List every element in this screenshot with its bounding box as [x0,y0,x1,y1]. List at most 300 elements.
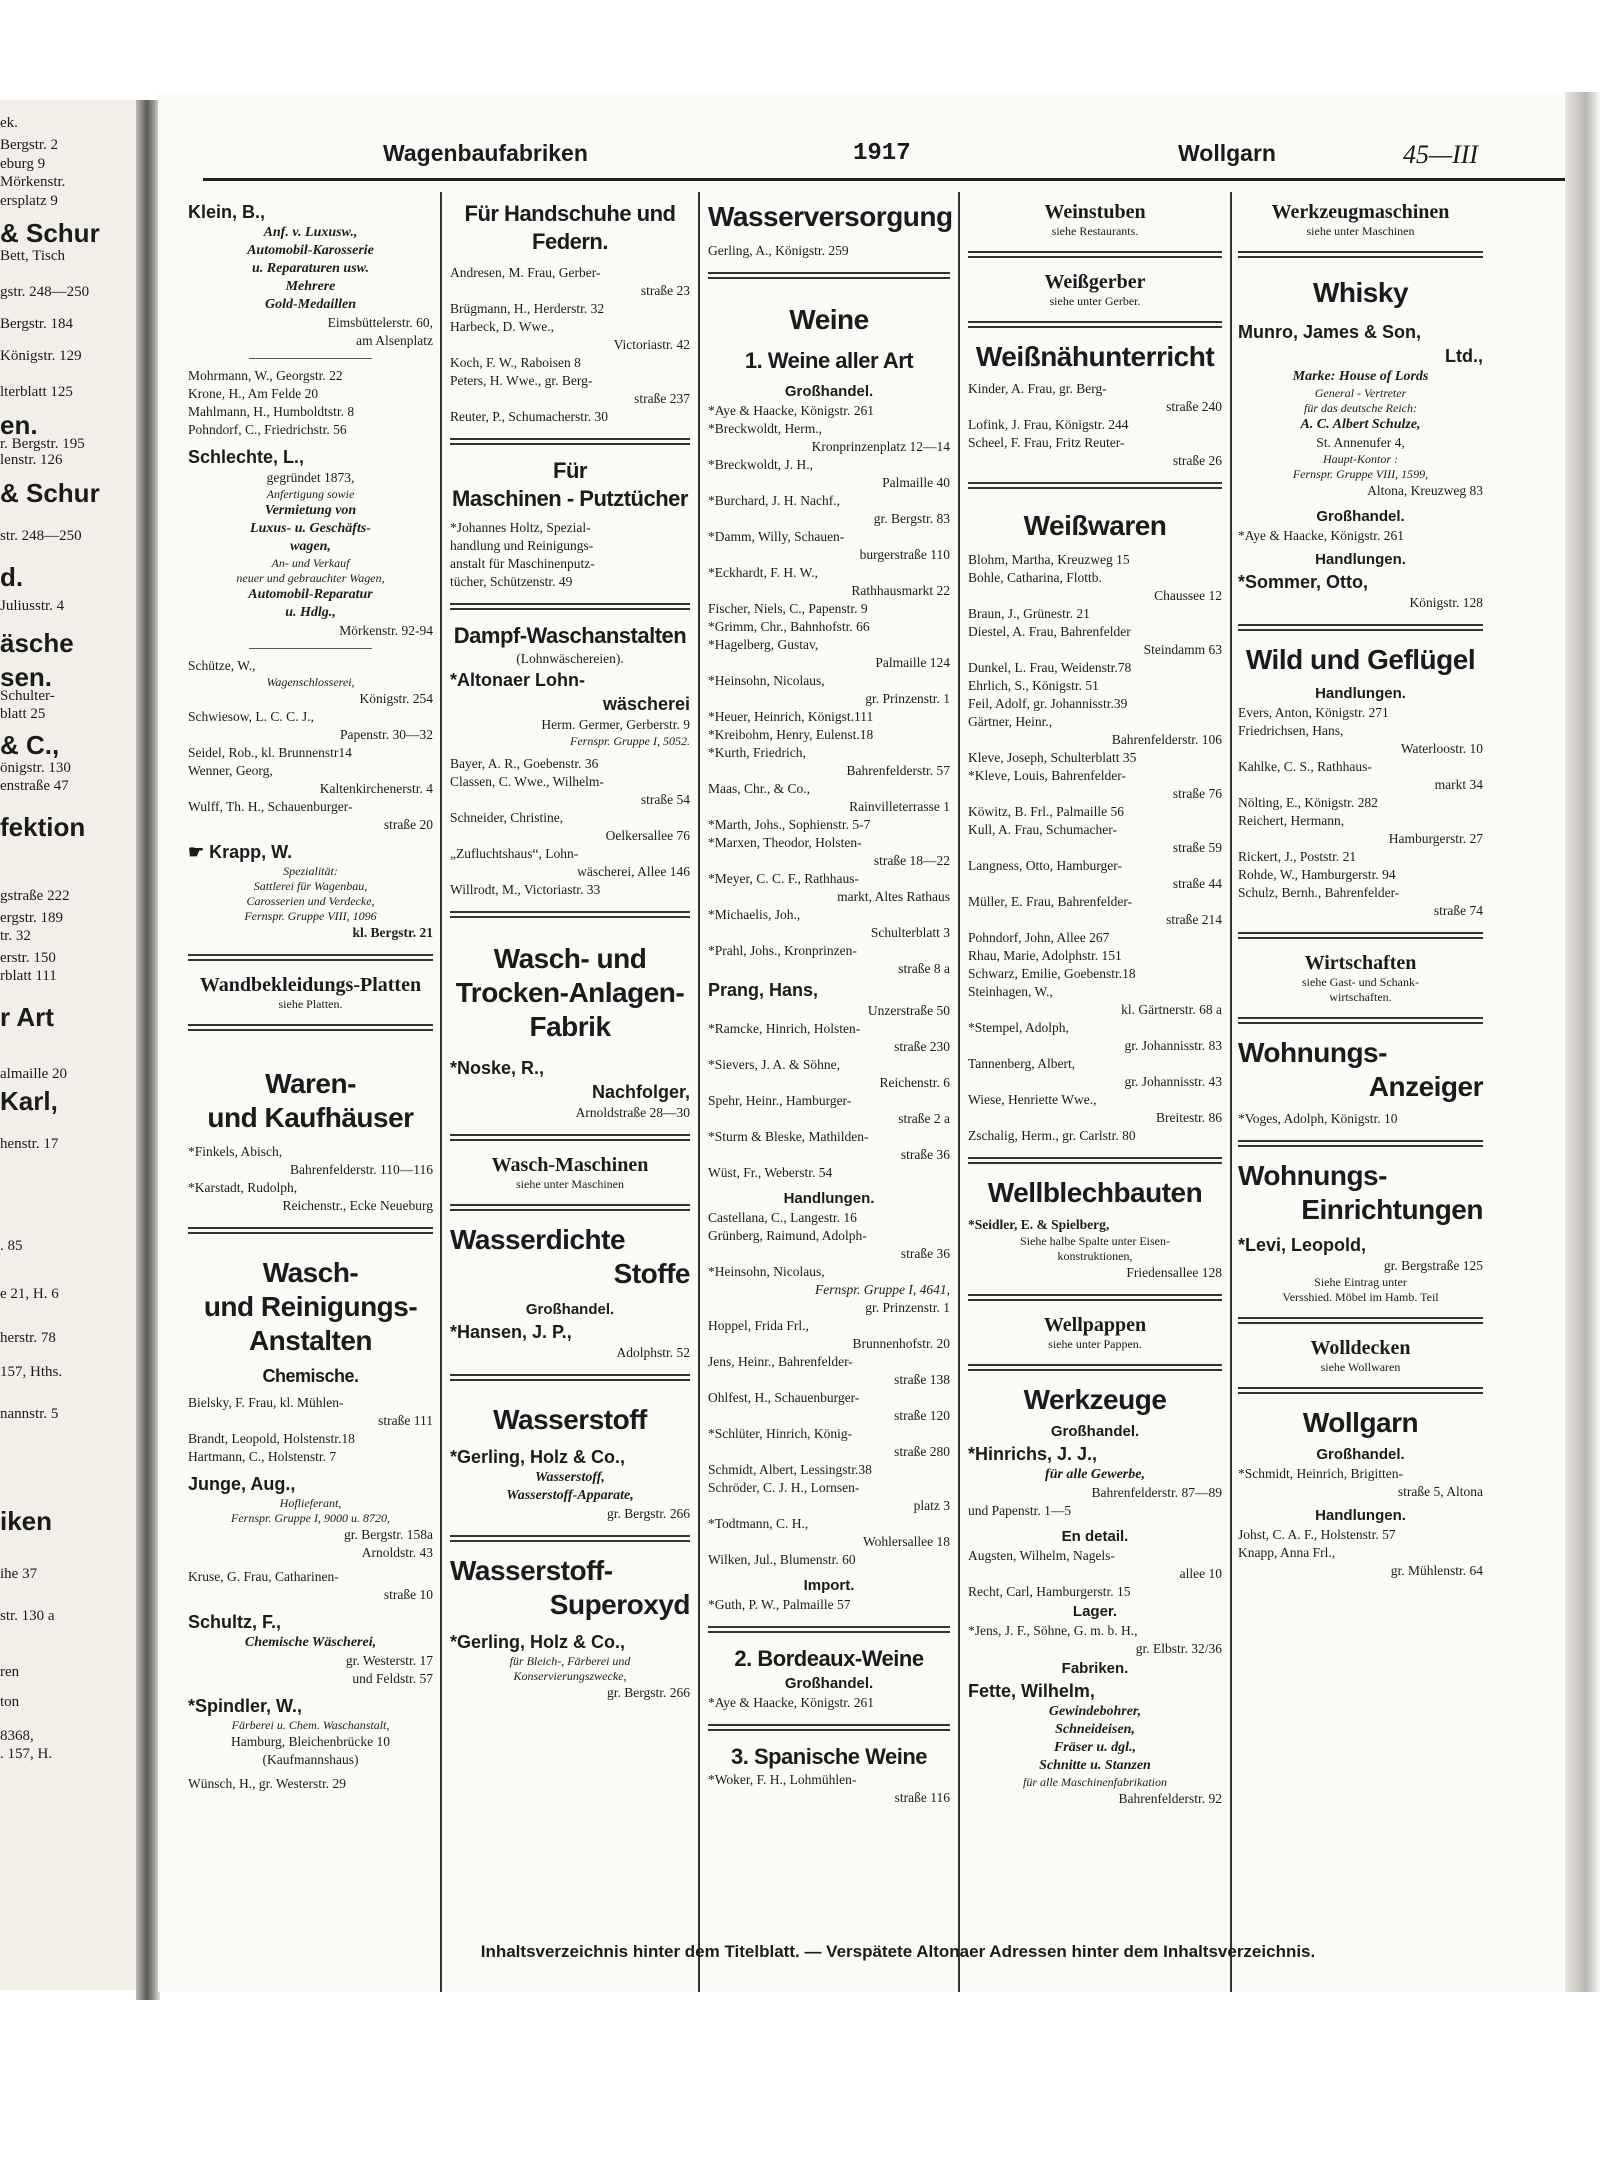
section-heading: Weißnähunterricht [975,341,1215,372]
entry-line: Mahlmann, H., Humboldtstr. 8 [188,404,355,419]
previous-page-text: en. [0,410,38,440]
entry-line: Reuter, P., Schumacherstr. 30 [450,409,609,424]
list-item: markt, Altes Rathaus [837,889,950,904]
list-item: straße 2 a [898,1111,950,1126]
entry-line: für das deutsche Reich: [1304,401,1417,415]
list-item: *Michaelis, Joh., [708,907,801,922]
entry-line: Bahrenfelderstr. 92 [1118,1791,1222,1806]
previous-page-text: Schulter- [0,688,55,704]
previous-page-text: str. 248—250 [0,528,82,544]
entry-line: Fernspr. Gruppe VIII, 1599, [1292,467,1429,481]
section-heading: Wandbekleidungs-Platten [199,974,422,996]
previous-page-text: e 21, H. 6 [0,1286,59,1302]
category-label: Großhandel. [1316,508,1405,525]
section-rule [450,1134,690,1141]
category-label: Handlungen. [1315,551,1406,568]
list-item: *Prahl, Johs., Kronprinzen- [708,943,857,958]
section-heading: Einrichtungen [1301,1194,1483,1225]
entry-line: Arnoldstraße 28—30 [575,1105,690,1120]
entry-line: *Karstadt, Rudolph, [188,1180,298,1195]
previous-page-text: fektion [0,812,86,842]
list-item: Palmaille 124 [875,655,950,670]
entry-line: *Finkels, Abisch, [188,1144,283,1159]
list-item: Recht, Carl, Hamburgerstr. 15 [968,1584,1131,1599]
previous-page-text: Bergstr. 184 [0,316,74,332]
list-item: *Ramcke, Hinrich, Holsten- [708,1021,861,1036]
entry-line: Siehe halbe Spalte unter Eisen- [1020,1234,1170,1248]
entry-line: Herm. Germer, Gerberstr. 9 [541,717,690,732]
column-5 [1238,200,1483,1580]
entry-line: Chemische Wäscherei, [244,1635,377,1650]
category-label: Großhandel. [1050,1423,1140,1440]
entry-line: straße 20 [383,817,433,832]
page-edge [1565,92,1600,1992]
list-item: *Damm, Willy, Schauen- [708,529,845,544]
list-item: Diestel, A. Frau, Bahrenfelder [968,624,1131,639]
entry-line: Kaltenkirchenerstr. 4 [319,781,433,796]
section-heading: Wasch- [262,1257,359,1288]
section-rule [708,1626,950,1633]
section-rule [450,1535,690,1542]
entry-krapp [188,840,433,942]
entry-line: kl. Bergstr. 21 [352,925,433,940]
entry-line: handlung und Reinigungs- [450,538,594,553]
entry-name: *Levi, Leopold, [1238,1235,1367,1255]
list-item: *Kleve, Louis, Bahrenfelder- [968,768,1126,783]
entry-line: Johst, C. A. F., Holstenstr. 57 [1238,1527,1396,1542]
section-rule [1238,251,1483,258]
entry-gerling-holz [450,1445,690,1523]
list-item: Wilken, Jul., Blumenstr. 60 [708,1552,856,1567]
entry-line: Willrodt, M., Victoriastr. 33 [450,882,601,897]
list-item: Ehrlich, S., Königstr. 51 [968,678,1099,693]
entry-line: gr. Bergstr. 158a [344,1527,433,1542]
entry-line: Wagenschlosserei, [266,675,355,689]
entry-line: u. Reparaturen usw. [252,261,369,276]
previous-page-text: Bergstr. 2 [0,137,59,153]
previous-page-text: ihe 37 [0,1566,38,1582]
previous-page-text: 8368, [0,1728,34,1744]
category-label: Großhandel. [784,383,874,400]
list-item: Waterloostr. 10 [1400,741,1483,756]
entry-name: wäscherei [602,694,690,714]
list-item: Langness, Otto, Hamburger- [968,858,1122,873]
list-item: Bohle, Catharina, Flottb. [968,570,1102,585]
entry-klein [188,200,433,350]
section-heading: Maschinen - Putztücher [452,486,688,511]
section-heading: Federn. [532,229,608,254]
entry-line: für alle Maschinenfabrikation [1023,1775,1167,1789]
list-item: *Heinsohn, Nicolaus, [708,1264,825,1279]
list-item: *Sievers, J. A. & Söhne, [708,1057,841,1072]
category-label: Fabriken. [1061,1660,1129,1677]
list-item: straße 76 [1172,786,1222,801]
entry-line: Schütze, W., [188,658,256,673]
previous-page-text: tr. 32 [0,928,31,944]
entry-list [708,1002,950,1182]
previous-page-text: & C., [0,730,60,760]
entry-line: Schnitte u. Stanzen [1039,1758,1151,1773]
entry-line: Schwiesow, L. C. C. J., [188,709,314,724]
entry-line: Adolphstr. 52 [616,1345,690,1360]
entry-name: *Gerling, Holz & Co., [450,1632,626,1652]
previous-page-text: ren [0,1664,20,1680]
entry-line: Königstr. 254 [359,691,433,706]
list-item: Evers, Anton, Königstr. 271 [1238,705,1389,720]
entry-group [188,657,433,834]
list-item: Müller, E. Frau, Bahrenfelder- [968,894,1133,909]
previous-page-text: henstr. 17 [0,1136,59,1152]
list-item: Reichenstr. 6 [879,1075,950,1090]
page-footer: Inhaltsverzeichnis hinter dem Titelblatt. — Verspätete Altonaer Adressen hinter dem Inhaltsverzeichnis. [480,1942,1316,1961]
previous-page-text: ergstr. 189 [0,910,64,926]
section-rule [1238,1317,1483,1324]
column-4 [968,200,1222,1814]
list-item: *Marxen, Theodor, Holsten- [708,835,862,850]
list-item: straße 230 [894,1039,950,1054]
previous-page-text: enstraße 47 [0,778,69,794]
section-rule [1238,1140,1483,1147]
list-item: straße 59 [1172,840,1222,855]
list-item: straße 44 [1172,876,1222,891]
list-item: *Heuer, Heinrich, Königst.111 [708,709,874,724]
entry-line: straße 54 [640,792,690,807]
list-item: Blohm, Martha, Kreuzweg 15 [968,552,1130,567]
entry-line: (Kaufmannshaus) [262,1752,359,1767]
list-item: gr. Bergstr. 83 [873,511,950,526]
entry-line: tücher, Schützenstr. 49 [450,574,573,589]
list-item: Schmidt, Albert, Lessingstr.38 [708,1462,872,1477]
list-item: Steinhagen, W., [968,984,1053,999]
list-item: Augsten, Wilhelm, Nagels- [968,1548,1115,1563]
entry-name: *Sommer, Otto, [1238,572,1369,592]
entry-line: *Guth, P. W., Palmaille 57 [708,1597,851,1612]
entry-line: wagen, [290,539,331,554]
section-note: siehe unter Maschinen [1306,224,1415,238]
previous-page-text: Karl, [0,1086,58,1116]
list-item: *Kreibohm, Henry, Eulenst.18 [708,727,874,742]
entry-line: straße 237 [634,391,690,406]
entry-hinrichs [968,1442,1222,1520]
entry-levi [1238,1233,1483,1305]
previous-page-text: blatt 25 [0,706,46,722]
list-item: gr. Prinzenstr. 1 [865,1300,950,1315]
entry-line: *Schmidt, Heinrich, Brigitten- [1238,1466,1403,1481]
entry-line: und Feldstr. 57 [352,1671,433,1686]
list-item: *Heinsohn, Nicolaus, [708,673,825,688]
entry-line: Siehe Eintrag unter [1314,1275,1407,1289]
list-item: Unzerstraße 50 [867,1003,950,1018]
entry-line: u. Hdlg., [285,605,336,620]
list-item: Brunnenhofstr. 20 [852,1336,950,1351]
pointing-hand-icon: ☛ [188,842,210,862]
entry-list [708,402,950,978]
entry-name: Nachfolger, [591,1082,690,1102]
list-item: Jens, Heinr., Bahrenfelder- [708,1354,853,1369]
entry-line: Gold-Medaillen [265,297,356,312]
entry-line: Versshied. Möbel im Hamb. Teil [1282,1290,1439,1304]
entry-group [188,1143,433,1215]
entry-name: *Altonaer Lohn- [450,670,585,690]
category-label: Großhandel. [525,1301,615,1318]
entry-line: Kruse, G. Frau, Catharinen- [188,1569,339,1584]
list-item: Hoppel, Frida Frl., [708,1318,809,1333]
entry-line: Luxus- u. Geschäfts- [250,521,371,536]
entry-line: konstruktionen, [1057,1249,1133,1263]
entry-line: Mehrere [285,279,336,294]
section-heading: Wellblechbauten [987,1177,1203,1208]
entry-line: Bahrenfelderstr. 87—89 [1091,1485,1222,1500]
entry-line: Automobil-Reparatur [248,587,373,602]
directory-page [158,92,1588,1992]
section-heading: Weine [789,304,869,335]
entry-line: Hamburg, Bleichenbrücke 10 [230,1734,391,1749]
section-note: siehe Wollwaren [1320,1360,1401,1374]
entry-line: Mohrmann, W., Georgstr. 22 [188,368,343,383]
entry-line: Wenner, Georg, [188,763,273,778]
list-item: straße 8 a [898,961,950,976]
section-heading: Trocken-Anlagen- [455,977,685,1008]
section-heading: Wasserversorgung [708,201,953,232]
entry-line: Hoflieferant, [279,1496,342,1510]
entry-line: Koch, F. W., Raboisen 8 [450,355,581,370]
entry-line: Vermietung von [264,503,357,518]
previous-page-text: & Schur [0,478,100,508]
entry-line: Victoriastr. 42 [613,337,690,352]
section-rule [1238,624,1483,631]
section-rule [1238,932,1483,939]
section-rule [1238,1017,1483,1024]
entry-schlechte [188,445,433,640]
list-item: *Marth, Johs., Sophienstr. 5-7 [708,817,871,832]
subsection-heading: Chemische. [262,1366,359,1386]
list-item: Fernspr. Gruppe I, 4641, [815,1282,950,1297]
previous-page-text: herstr. 78 [0,1330,56,1346]
entry-line: straße 111 [378,1413,433,1428]
entry-name: Klein, B., [188,202,266,222]
list-item: Schröder, C. J. H., Lornsen- [708,1480,860,1495]
entry-list [708,1209,950,1569]
entry-line: wäscherei, Allee 146 [577,864,690,879]
section-heading: und Reinigungs- [203,1291,418,1322]
entry-line: neuer und gebrauchter Wagen, [236,571,385,585]
list-item: Reichert, Hermann, [1238,813,1345,828]
list-item: Hamburgerstr. 27 [1388,831,1483,846]
entry-list [968,551,1222,1145]
section-heading: Wellpappen [1043,1314,1147,1336]
entry-line: gr. Westerstr. 17 [345,1653,433,1668]
section-heading: Wohnungs- [1238,1160,1387,1191]
previous-page-text: gstraße 222 [0,888,70,904]
entry-line: Knapp, Anna Frl., [1238,1545,1336,1560]
list-item: straße 36 [900,1246,950,1261]
entry-line: und Papenstr. 1—5 [968,1503,1072,1518]
entry-list [1238,704,1483,920]
entry-line: Wulff, Th. H., Schauenburger- [188,799,353,814]
entry-gerling-holz-2 [450,1630,690,1702]
list-item: *Todtmann, C. H., [708,1516,809,1531]
entry-line: Carosserien und Verdecke, [246,894,375,908]
entry-line: gr. Bergstr. 266 [606,1685,690,1700]
list-item: Kinder, A. Frau, gr. Berg- [968,381,1107,396]
list-item: Grünberg, Raimund, Adolph- [708,1228,867,1243]
column-divider [958,192,960,1992]
entry-line: Fräser u. dgl., [1053,1740,1137,1755]
entry-line: General - Vertreter [1314,386,1407,400]
category-label: Großhandel. [1316,1446,1405,1463]
list-item: straße 26 [1172,453,1222,468]
entry-line: *Woker, F. H., Lohmühlen- [708,1772,857,1787]
column-divider [440,192,442,1992]
entry-line: *Johannes Holtz, Spezial- [450,520,591,535]
entry-group [188,1394,433,1466]
category-label: Import. [803,1577,855,1594]
list-item: Fischer, Niels, C., Papenstr. 9 [708,601,868,616]
entry-noske [450,1056,690,1122]
entry-line: Spezialität: [283,864,338,878]
entry-hansen [450,1320,690,1362]
list-item: Steindamm 63 [1143,642,1222,657]
section-heading: Wasserstoff- [450,1555,613,1586]
section-heading: Anstalten [248,1325,373,1356]
entry-name: *Hansen, J. P., [450,1322,572,1342]
entry-name: *Spindler, W., [188,1696,303,1716]
previous-page-text: ton [0,1694,20,1710]
list-item: Lofink, J. Frau, Königstr. 244 [968,417,1129,432]
list-item: Kleve, Joseph, Schulterblatt 35 [968,750,1137,765]
list-item: markt 34 [1434,777,1483,792]
entry-name: *Hinrichs, J. J., [968,1444,1098,1464]
list-item: straße 120 [894,1408,950,1423]
previous-page-text: gstr. 248—250 [0,284,90,300]
entry-name: Ltd., [1445,346,1483,366]
previous-page-text: lterblatt 125 [0,384,73,400]
subsection-heading: 3. Spanische Weine [730,1744,927,1769]
list-item: *Breckwoldt, Herm., [708,421,822,436]
list-item: Rhau, Marie, Adolphstr. 151 [968,948,1122,963]
entry-spindler [188,1694,433,1793]
category-label: Handlungen. [1315,685,1406,702]
entry-line: Konservierungszwecke, [513,1669,627,1683]
entry-line: *Aye & Haacke, Königstr. 261 [708,1695,874,1710]
entry-line: Brügmann, H., Herderstr. 32 [450,301,605,316]
list-item: Chaussee 12 [1154,588,1222,603]
section-heading: Stoffe [613,1258,690,1289]
entry-name: Prang, Hans, [708,980,819,1000]
section-heading: Whisky [1312,277,1409,308]
entry-name: Fette, Wilhelm, [968,1681,1095,1701]
category-label: Großhandel. [784,1675,874,1692]
entry-munro [1238,320,1483,500]
list-item: Rickert, J., Poststr. 21 [1238,849,1357,864]
section-rule [708,1724,950,1731]
list-item: Maas, Chr., & Co., [708,781,811,796]
header-right-keyword: Wollgarn [1178,140,1276,166]
previous-page-text: 157, Hths. [0,1364,63,1380]
section-note: siehe unter Maschinen [516,1177,624,1191]
list-item: Ohlfest, H., Schauenburger- [708,1390,860,1405]
section-heading: Anzeiger [1368,1071,1483,1102]
list-item: *Meyer, C. C. F., Rathhaus- [708,871,859,886]
previous-page-text: r. Bergstr. 195 [0,436,85,452]
entry-line: anstalt für Maschinenputz- [450,556,595,571]
entry-line: Haupt-Kontor : [1323,452,1398,466]
section-rule [188,1024,433,1031]
entry-line: Peters, H. Wwe., gr. Berg- [450,373,593,388]
entry-line: Arnoldstr. 43 [361,1545,433,1560]
book-gutter [136,100,160,2000]
section-rule [450,603,690,610]
previous-page-text: ersplatz 9 [0,193,58,209]
entry-line: Fernspr. Gruppe I, 9000 u. 8720, [231,1511,390,1525]
previous-page-text: Königstr. 129 [0,348,82,364]
entry-line: Marke: House of Lords [1292,369,1429,384]
section-note: siehe unter Pappen. [1048,1337,1142,1351]
entry-line: Gerling, A., Königstr. 259 [708,243,849,258]
entry-line: Krone, H., Am Felde 20 [188,386,319,401]
section-note: siehe Platten. [278,997,343,1011]
list-item: Scheel, F. Frau, Fritz Reuter- [968,435,1125,450]
subsection-heading: 2. Bordeaux-Weine [734,1646,924,1671]
section-rule [968,1157,1222,1164]
category-label: Lager. [1072,1603,1118,1620]
list-item: straße 74 [1433,903,1483,918]
entry-list [968,380,1222,470]
list-item: Kronprinzenplatz 12—14 [811,439,950,454]
header-rule [203,178,1583,181]
entry-line: Wünsch, H., gr. Westerstr. 29 [188,1776,347,1791]
list-item: Köwitz, B. Frl., Palmaille 56 [968,804,1124,819]
entry-line: Bayer, A. R., Goebenstr. 36 [450,756,599,771]
section-heading: Wohnungs- [1238,1037,1387,1068]
subsection-heading: 1. Weine aller Art [744,348,914,373]
list-item: gr. Johannisstr. 43 [1124,1074,1222,1089]
previous-page-text: . 85 [0,1238,23,1254]
previous-page-text: sen. [0,662,53,692]
short-rule [249,358,372,359]
section-heading: Weißwaren [1023,510,1167,541]
list-item: Feil, Adolf, gr. Johannisstr.39 [968,696,1128,711]
section-rule [968,251,1222,258]
entry-name: Schultz, F., [188,1612,282,1632]
entry-line: Seidel, Rob., kl. Brunnenstr14 [188,745,352,760]
entry-group [450,519,690,591]
section-rule [708,272,950,279]
list-item: straße 138 [894,1372,950,1387]
entry-line: A. C. Albert Schulze, [1300,417,1421,432]
section-rule [188,954,433,961]
section-heading: Wasserstoff [493,1404,647,1435]
list-item: Kahlke, C. S., Rathhaus- [1238,759,1372,774]
entry-line: Gewindebohrer, [1048,1704,1142,1719]
category-label: En detail. [1061,1528,1129,1545]
entry-junge [188,1472,433,1604]
header-left-keyword: Wagenbaufabriken [383,140,588,166]
previous-page-text: iken [0,1506,53,1536]
entry-line: Anf. v. Luxusw., [263,225,358,240]
previous-page-text: eburg 9 [0,156,46,172]
entry-line: Reichenstr., Ecke Neueburg [282,1198,433,1213]
section-heading: Weißgerber [1044,271,1146,293]
list-item: *Burchard, J. H. Nachf., [708,493,840,508]
list-item: Gärtner, Heinr., [968,714,1053,729]
list-item: gr. Johannisstr. 83 [1124,1038,1222,1053]
list-item: Wiese, Henriette Wwe., [968,1092,1097,1107]
section-heading: Fabrik [529,1011,611,1042]
page-header [203,140,1588,180]
section-heading: Weinstuben [1044,201,1146,223]
entry-line: Papenstr. 30—32 [340,727,433,742]
